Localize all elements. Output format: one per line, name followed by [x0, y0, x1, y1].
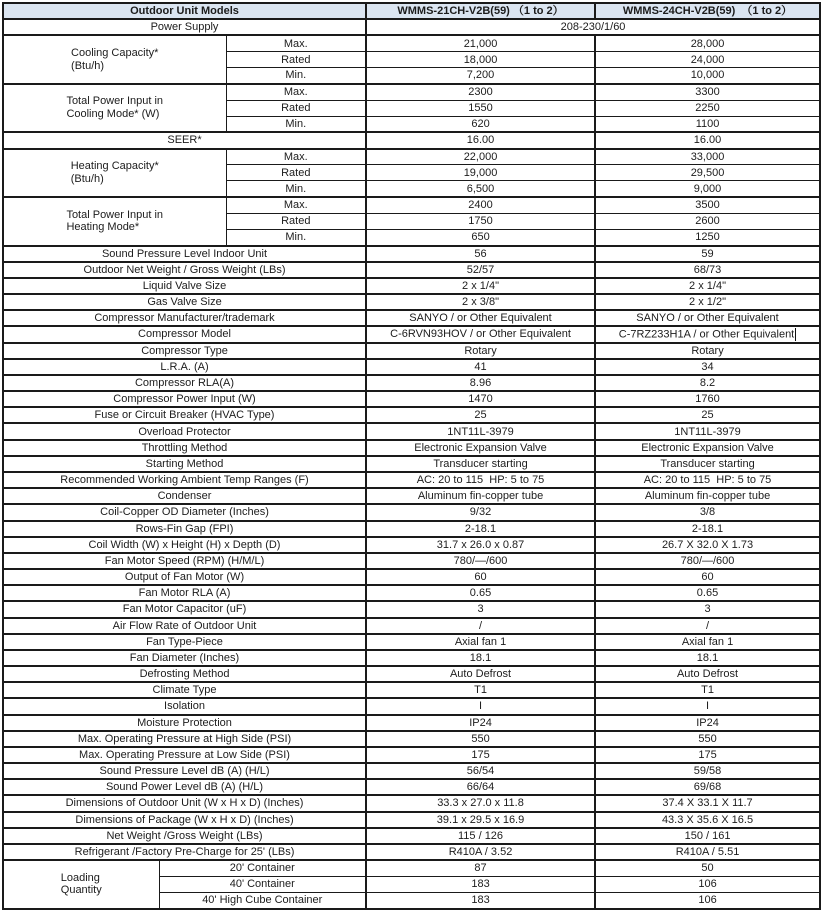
spec-label-line: Total Power Input in — [66, 208, 164, 221]
spec-row — [3, 391, 820, 407]
value-cell-col2[interactable]: 59 — [595, 246, 820, 262]
spec-row — [3, 731, 820, 747]
spec-label-line: (Btu/h) — [70, 172, 104, 185]
spec-sub-label[interactable]: 40' High Cube Container — [159, 892, 366, 908]
spec-label[interactable]: Power Supply — [3, 19, 366, 35]
spec-row — [3, 747, 820, 763]
value-cell-col2[interactable]: 780/—/600 — [595, 553, 820, 569]
spec-label[interactable]: Gas Valve Size — [3, 294, 366, 310]
spec-label[interactable]: Rows-Fin Gap (FPI) — [3, 521, 366, 537]
spec-sub-label[interactable]: Max. — [226, 197, 366, 213]
spec-row — [3, 666, 820, 682]
spec-label-lines — [66, 209, 163, 234]
value-cell-col2[interactable]: 3 — [595, 601, 820, 617]
spec-label[interactable]: Fan Motor Capacitor (uF) — [3, 601, 366, 617]
value-cell-col1[interactable]: SANYO / or Other Equivalent — [366, 310, 595, 326]
value-cell-col2[interactable]: 34 — [595, 359, 820, 375]
header-models-label[interactable]: Outdoor Unit Models — [3, 3, 366, 19]
spec-sub-label[interactable]: Rated — [226, 165, 366, 181]
value-cell-col2[interactable]: Aluminum fin-copper tube — [595, 488, 820, 504]
value-cell-col1[interactable]: Auto Defrost — [366, 666, 595, 682]
value-cell-col1[interactable]: 175 — [366, 747, 595, 763]
value-cell-col1[interactable]: 9/32 — [366, 504, 595, 520]
spec-sub-label[interactable]: Rated — [226, 52, 366, 68]
value-cell-col1[interactable]: 22,000 — [366, 149, 595, 165]
spec-row — [3, 795, 820, 811]
value-cell-col2[interactable]: 2 x 1/4" — [595, 278, 820, 294]
spec-group-label[interactable] — [3, 860, 159, 909]
value-cell-col2[interactable]: 10,000 — [595, 68, 820, 84]
spec-row — [3, 440, 820, 456]
value-cell-col2[interactable]: 18.1 — [595, 650, 820, 666]
spec-row — [3, 359, 820, 375]
value-cell-col2[interactable]: 26.7 X 32.0 X 1.73 — [595, 537, 820, 553]
spec-row — [3, 246, 820, 262]
value-cell-col2[interactable]: 24,000 — [595, 52, 820, 68]
value-text: C-7RZ233H1A / or Other Equivalent — [618, 328, 795, 341]
value-cell-col2[interactable]: 2250 — [595, 100, 820, 116]
spec-row — [3, 375, 820, 391]
spec-sub-label[interactable]: Max. — [226, 84, 366, 100]
value-cell-col2[interactable]: IP24 — [595, 715, 820, 731]
value-cell-col2[interactable]: 106 — [595, 876, 820, 892]
value-cell-col1[interactable]: 2400 — [366, 197, 595, 213]
value-cell-col1[interactable]: I — [366, 698, 595, 714]
value-cell-col1[interactable]: 1550 — [366, 100, 595, 116]
value-cell-col1[interactable]: 780/—/600 — [366, 553, 595, 569]
value-cell-col1[interactable]: 8.96 — [366, 375, 595, 391]
spec-group-label[interactable] — [3, 149, 226, 198]
value-cell-col2[interactable]: 1250 — [595, 229, 820, 245]
header-model-1[interactable]: WMMS-21CH-V2B(59) （1 to 2） — [366, 3, 595, 19]
value-cell-col2[interactable]: I — [595, 698, 820, 714]
value-cell-col1[interactable]: / — [366, 618, 595, 634]
spec-label[interactable]: Dimensions of Outdoor Unit (W x H x D) (Inches) — [3, 795, 366, 811]
value-cell-col1[interactable]: 60 — [366, 569, 595, 585]
spec-row — [3, 618, 820, 634]
value-cell-col1[interactable]: 41 — [366, 359, 595, 375]
spec-sub-label[interactable]: 40' Container — [159, 876, 366, 892]
value-cell-col2[interactable]: 106 — [595, 892, 820, 908]
spec-label-lines — [66, 95, 163, 120]
value-cell-col2[interactable]: T1 — [595, 682, 820, 698]
spec-row — [3, 779, 820, 795]
value-cell-col2[interactable]: 43.3 X 35.6 X 16.5 — [595, 812, 820, 828]
value-cell-col2[interactable]: 29,500 — [595, 165, 820, 181]
spec-row — [3, 553, 820, 569]
value-cell-col1[interactable]: Rotary — [366, 343, 595, 359]
spec-label[interactable]: Condenser — [3, 488, 366, 504]
spec-label[interactable]: Compressor RLA(A) — [3, 375, 366, 391]
spec-sub-label[interactable]: Max. — [226, 149, 366, 165]
value-cell-col1[interactable]: 18,000 — [366, 52, 595, 68]
spec-label[interactable]: Moisture Protection — [3, 715, 366, 731]
value-cell-col1[interactable]: 1750 — [366, 213, 595, 229]
spec-label[interactable]: Isolation — [3, 698, 366, 714]
spec-row — [3, 310, 820, 326]
value-cell-col1[interactable]: 550 — [366, 731, 595, 747]
spec-row — [3, 407, 820, 423]
spec-label[interactable]: Compressor Manufacturer/trademark — [3, 310, 366, 326]
spec-label-line: Heating Capacity* — [70, 160, 159, 173]
spec-label[interactable]: Liquid Valve Size — [3, 278, 366, 294]
spec-row — [3, 715, 820, 731]
spec-label[interactable]: Coil-Copper OD Diameter (Inches) — [3, 504, 366, 520]
value-cell-col1[interactable]: 7,200 — [366, 68, 595, 84]
value-cell-col1[interactable]: 39.1 x 29.5 x 16.9 — [366, 812, 595, 828]
value-cell-col2[interactable]: AC: 20 to 115 HP: 5 to 75 — [595, 472, 820, 488]
value-cell-col2[interactable]: 3/8 — [595, 504, 820, 520]
value-cell-col1[interactable]: IP24 — [366, 715, 595, 731]
spec-label[interactable]: Sound Pressure Level dB (A) (H/L) — [3, 763, 366, 779]
value-cell-col2[interactable]: 8.2 — [595, 375, 820, 391]
spec-label[interactable]: Defrosting Method — [3, 666, 366, 682]
value-cell-col1[interactable]: 52/57 — [366, 262, 595, 278]
value-cell-col2[interactable]: Electronic Expansion Valve — [595, 440, 820, 456]
value-cell-col1[interactable]: Transducer starting — [366, 456, 595, 472]
spec-label[interactable]: Net Weight /Gross Weight (LBs) — [3, 828, 366, 844]
spec-row — [3, 294, 820, 310]
value-cell-col2[interactable]: 2 x 1/2" — [595, 294, 820, 310]
value-cell-col1[interactable]: 183 — [366, 892, 595, 908]
value-cell-col1[interactable]: 2 x 1/4" — [366, 278, 595, 294]
value-cell-col1[interactable]: 3 — [366, 601, 595, 617]
text-cursor — [795, 328, 796, 341]
value-cell-col1[interactable]: 87 — [366, 860, 595, 876]
spec-label-line: Heating Mode* — [66, 221, 140, 234]
spec-group-label[interactable] — [3, 197, 226, 246]
spec-label[interactable]: Sound Pressure Level Indoor Unit — [3, 246, 366, 262]
value-cell-col1[interactable]: 18.1 — [366, 650, 595, 666]
spec-label[interactable]: Max. Operating Pressure at Low Side (PSI) — [3, 747, 366, 763]
spec-label[interactable]: Compressor Type — [3, 343, 366, 359]
spec-row — [3, 488, 820, 504]
spec-row — [3, 262, 820, 278]
value-cell-col2[interactable]: Transducer starting — [595, 456, 820, 472]
spec-label-lines — [71, 160, 159, 185]
value-cell-col2[interactable]: 37.4 X 33.1 X 11.7 — [595, 795, 820, 811]
spec-sub-label[interactable]: Rated — [226, 100, 366, 116]
value-cell-col1[interactable]: T1 — [366, 682, 595, 698]
value-cell-col2[interactable]: 50 — [595, 860, 820, 876]
spec-label-lines — [61, 872, 102, 897]
spec-label-line: Loading — [60, 871, 100, 884]
value-cell-col1[interactable]: 1470 — [366, 391, 595, 407]
spec-label-line: Quantity — [60, 884, 102, 897]
spec-label[interactable]: Sound Power Level dB (A) (H/L) — [3, 779, 366, 795]
value-cell-col1[interactable]: 2 x 3/8" — [366, 294, 595, 310]
spec-sub-label[interactable]: Min. — [226, 68, 366, 84]
spec-label[interactable]: Refrigerant /Factory Pre-Charge for 25' (LBs) — [3, 844, 366, 860]
spec-row — [3, 521, 820, 537]
spec-label[interactable]: Compressor Power Input (W) — [3, 391, 366, 407]
value-cell-col1[interactable]: 56 — [366, 246, 595, 262]
spec-label[interactable]: Fan Diameter (Inches) — [3, 650, 366, 666]
spec-group-label[interactable] — [3, 84, 226, 133]
value-cell-col2[interactable] — [595, 326, 820, 342]
value-cell-col1[interactable]: 1NT11L-3979 — [366, 423, 595, 439]
spec-sub-label[interactable]: Min. — [226, 116, 366, 132]
spec-row — [3, 601, 820, 617]
spec-row — [3, 19, 820, 35]
spec-label-line: (Btu/h) — [71, 59, 105, 72]
value-cell-col1[interactable]: 56/54 — [366, 763, 595, 779]
spec-label[interactable]: Max. Operating Pressure at High Side (PSI) — [3, 731, 366, 747]
value-cell-col1[interactable]: AC: 20 to 115 HP: 5 to 75 — [366, 472, 595, 488]
spec-sub-label[interactable]: Max. — [226, 35, 366, 51]
spec-group-label[interactable] — [3, 35, 226, 84]
value-cell-col2[interactable]: SANYO / or Other Equivalent — [595, 310, 820, 326]
value-cell-col2[interactable]: 1NT11L-3979 — [595, 423, 820, 439]
spec-row — [3, 569, 820, 585]
value-cell-col1[interactable]: 6,500 — [366, 181, 595, 197]
spec-row — [3, 504, 820, 520]
spec-row — [3, 537, 820, 553]
value-cell-col1[interactable]: 115 / 126 — [366, 828, 595, 844]
spec-row — [3, 650, 820, 666]
value-cell-col1[interactable]: 31.7 x 26.0 x 0.87 — [366, 537, 595, 553]
spec-row — [3, 343, 820, 359]
header-model-2[interactable]: WMMS-24CH-V2B(59) （1 to 2） — [595, 3, 820, 19]
spec-row — [3, 132, 820, 148]
value-cell-col1[interactable]: 2300 — [366, 84, 595, 100]
spec-label[interactable]: Air Flow Rate of Outdoor Unit — [3, 618, 366, 634]
spec-label-line: Cooling Capacity* — [71, 46, 159, 59]
value-cell-col2[interactable]: 3500 — [595, 197, 820, 213]
value-cell-col1[interactable]: 183 — [366, 876, 595, 892]
spec-label[interactable]: Output of Fan Motor (W) — [3, 569, 366, 585]
spec-label[interactable]: Fuse or Circuit Breaker (HVAC Type) — [3, 407, 366, 423]
value-cell-col2[interactable]: 550 — [595, 731, 820, 747]
value-cell-col2[interactable]: 25 — [595, 407, 820, 423]
value-cell-col2[interactable]: Auto Defrost — [595, 666, 820, 682]
value-cell-col2[interactable]: 2-18.1 — [595, 521, 820, 537]
spec-sub-label[interactable]: Min. — [226, 229, 366, 245]
spec-label-line: Cooling Mode* (W) — [66, 108, 160, 121]
spec-row — [3, 585, 820, 601]
spec-row — [3, 197, 820, 213]
value-cell-col1[interactable]: Electronic Expansion Valve — [366, 440, 595, 456]
spec-label[interactable]: Coil Width (W) x Height (H) x Depth (D) — [3, 537, 366, 553]
spec-row — [3, 682, 820, 698]
value-cell-col2[interactable]: 2600 — [595, 213, 820, 229]
value-cell-col1[interactable]: R410A / 3.52 — [366, 844, 595, 860]
value-cell-col1[interactable]: 2-18.1 — [366, 521, 595, 537]
spec-row — [3, 456, 820, 472]
value-cell-span[interactable]: 208-230/1/60 — [366, 19, 820, 35]
spec-label[interactable]: Climate Type — [3, 682, 366, 698]
value-cell-col2[interactable]: 33,000 — [595, 149, 820, 165]
value-cell-col2[interactable]: 150 / 161 — [595, 828, 820, 844]
value-cell-col2[interactable]: 0.65 — [595, 585, 820, 601]
value-cell-col2[interactable]: / — [595, 618, 820, 634]
outdoor-unit-spec-table — [2, 2, 821, 910]
spec-label[interactable]: Fan Motor Speed (RPM) (H/M/L) — [3, 553, 366, 569]
value-cell-col2[interactable]: 1100 — [595, 116, 820, 132]
value-cell-col1[interactable]: Axial fan 1 — [366, 634, 595, 650]
spec-label[interactable]: L.R.A. (A) — [3, 359, 366, 375]
value-cell-col2[interactable]: 59/58 — [595, 763, 820, 779]
value-cell-col2[interactable]: 175 — [595, 747, 820, 763]
spec-row — [3, 634, 820, 650]
value-cell-col2[interactable]: Axial fan 1 — [595, 634, 820, 650]
value-cell-col2[interactable]: 9,000 — [595, 181, 820, 197]
value-cell-col2[interactable]: 60 — [595, 569, 820, 585]
value-cell-col1[interactable]: 66/64 — [366, 779, 595, 795]
value-cell-col1[interactable]: Aluminum fin-copper tube — [366, 488, 595, 504]
spec-row — [3, 472, 820, 488]
value-cell-col2[interactable]: 68/73 — [595, 262, 820, 278]
spec-label-line: Total Power Input in — [66, 95, 164, 108]
value-cell-col2[interactable]: 28,000 — [595, 35, 820, 51]
value-cell-col1[interactable]: 620 — [366, 116, 595, 132]
spec-label[interactable]: SEER* — [3, 132, 366, 148]
spec-label[interactable]: Dimensions of Package (W x H x D) (Inches) — [3, 812, 366, 828]
value-cell-col1[interactable]: 33.3 x 27.0 x 11.8 — [366, 795, 595, 811]
spec-row — [3, 149, 820, 165]
value-cell-col2[interactable]: 16.00 — [595, 132, 820, 148]
spec-label[interactable]: Compressor Model — [3, 326, 366, 342]
spec-row — [3, 844, 820, 860]
spec-row — [3, 698, 820, 714]
spec-label[interactable]: Starting Method — [3, 456, 366, 472]
spec-label[interactable]: Fan Type-Piece — [3, 634, 366, 650]
value-cell-col2[interactable]: Rotary — [595, 343, 820, 359]
spec-sub-label[interactable]: Min. — [226, 181, 366, 197]
spec-label[interactable]: Fan Motor RLA (A) — [3, 585, 366, 601]
value-cell-col2[interactable]: R410A / 5.51 — [595, 844, 820, 860]
spec-row — [3, 812, 820, 828]
value-cell-col2[interactable]: 1760 — [595, 391, 820, 407]
spec-row — [3, 423, 820, 439]
spec-row — [3, 828, 820, 844]
value-cell-col1[interactable]: C-6RVN93HOV / or Other Equivalent — [366, 326, 595, 342]
value-cell-col1[interactable]: 21,000 — [366, 35, 595, 51]
value-cell-col1[interactable]: 0.65 — [366, 585, 595, 601]
spec-row — [3, 35, 820, 51]
spec-label-lines — [71, 47, 158, 72]
spec-row — [3, 860, 820, 876]
value-cell-col1[interactable]: 16.00 — [366, 132, 595, 148]
spec-label[interactable]: Outdoor Net Weight / Gross Weight (LBs) — [3, 262, 366, 278]
value-cell-col1[interactable]: 19,000 — [366, 165, 595, 181]
spec-label[interactable]: Recommended Working Ambient Temp Ranges (F) — [3, 472, 366, 488]
value-cell-col2[interactable]: 3300 — [595, 84, 820, 100]
spec-sub-label[interactable]: Rated — [226, 213, 366, 229]
spec-row — [3, 763, 820, 779]
spec-row — [3, 278, 820, 294]
value-cell-col1[interactable]: 25 — [366, 407, 595, 423]
table-header-row — [3, 3, 820, 19]
spec-label[interactable]: Throttling Method — [3, 440, 366, 456]
value-cell-col2[interactable]: 69/68 — [595, 779, 820, 795]
spec-row — [3, 84, 820, 100]
spec-row — [3, 326, 820, 342]
value-cell-col1[interactable]: 650 — [366, 229, 595, 245]
spec-label[interactable]: Overload Protector — [3, 423, 366, 439]
spec-sub-label[interactable]: 20' Container — [159, 860, 366, 876]
